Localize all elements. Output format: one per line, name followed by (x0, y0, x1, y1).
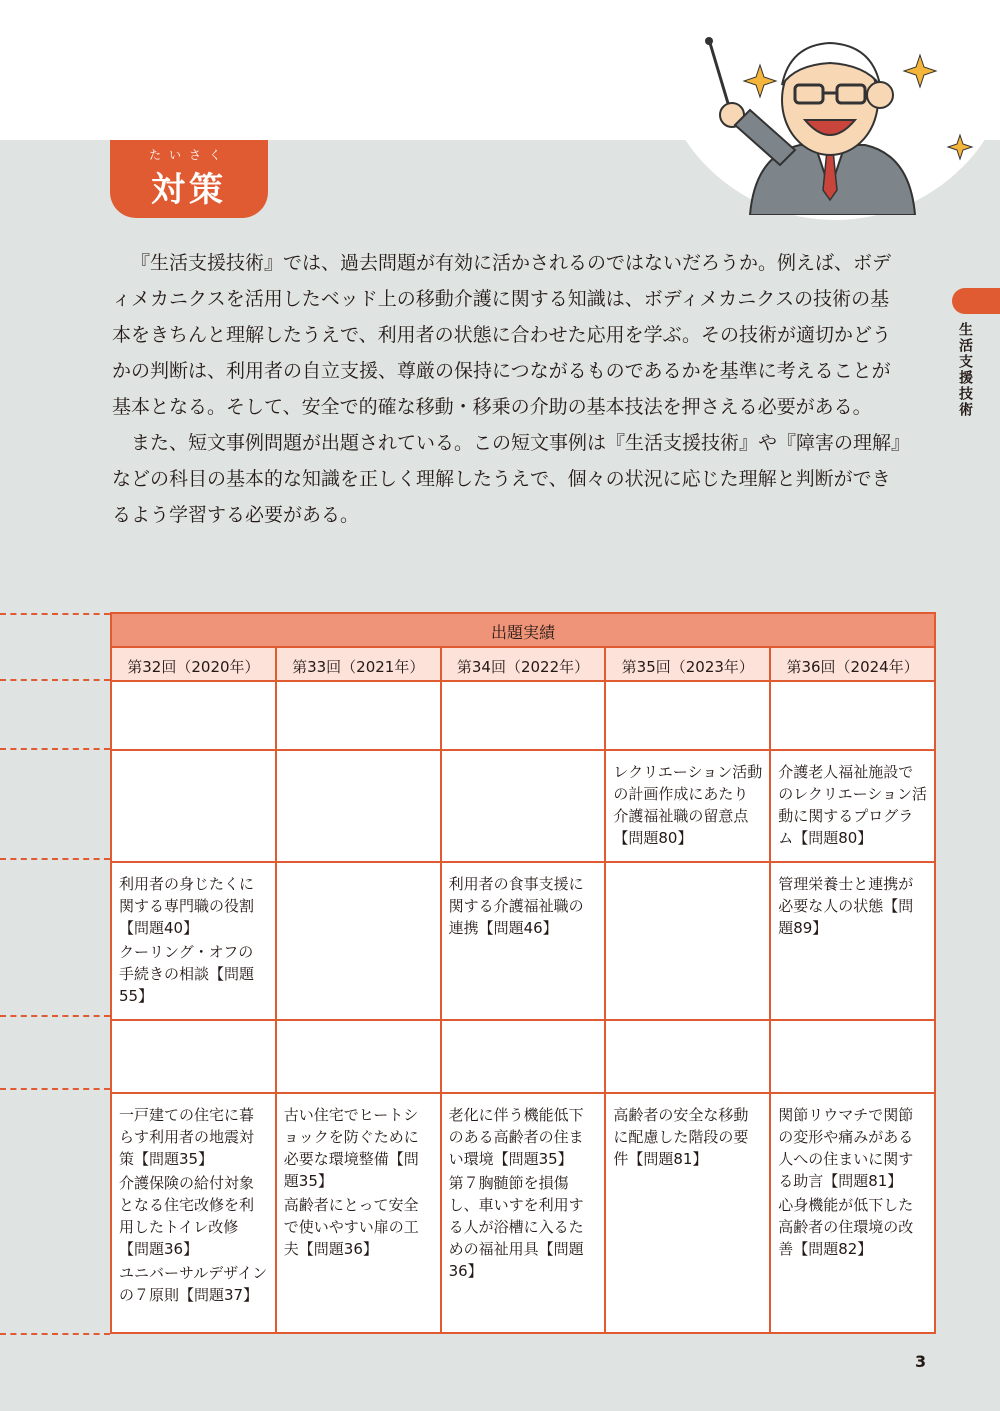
section-tab (110, 140, 268, 218)
row-divider-dash (0, 1088, 110, 1090)
question-item: 利用者の食事支援に関する介護福祉職の連携【問題46】 (448, 875, 584, 937)
question-item: 介護保険の給付対象となる住宅改修を利用したトイレ改修【問題36】 (119, 1174, 255, 1258)
exam-records-table (110, 612, 936, 1334)
question-item: 管理栄養士と連携が必要な人の状態【問題89】 (778, 875, 914, 937)
table-cell (276, 1020, 441, 1093)
year-header: 第32回（2020年） (111, 647, 276, 681)
question-item: レクリエーション活動の計画作成にあたり介護福祉職の留意点【問題80】 (613, 763, 763, 847)
question-item: 介護老人福祉施設でのレクリエーション活動に関するプログラム【問題80】 (778, 763, 927, 847)
row-divider-dash (0, 1015, 110, 1017)
section-title: 対策 (151, 170, 227, 210)
table-cell (605, 862, 770, 1020)
body-paragraph-2: また、短文事例問題が出題されている。この短文事例は『生活支援技術』や『障害の理解』などの科目の基本的な知識を正しく理解したうえで、個々の状況に応じた理解と判断ができるよう学習する必要がある。 (112, 432, 901, 526)
table-cell (770, 750, 935, 862)
table-cell (605, 750, 770, 862)
question-item: クーリング・オフの手続きの相談【問題55】 (119, 943, 255, 1005)
row-divider-dash (0, 748, 110, 750)
question-item: 高齢者の安全な移動に配慮した階段の要件【問題81】 (613, 1106, 749, 1168)
table-cell (770, 681, 935, 750)
question-item: 老化に伴う機能低下のある高齢者の住まい環境【問題35】 (448, 1106, 584, 1168)
table-cell (770, 1093, 935, 1333)
page-number: 3 (915, 1352, 927, 1371)
table-cell (441, 750, 606, 862)
question-item: 古い住宅でヒートショックを防ぐために必要な環境整備【問題35】 (283, 1106, 419, 1190)
row-divider-dash (0, 858, 110, 860)
question-item: ユニバーサルデザインの７原則【問題37】 (119, 1264, 268, 1304)
body-text (112, 245, 902, 533)
year-header: 第36回（2024年） (770, 647, 935, 681)
row-divider-dash (0, 1333, 110, 1335)
row-divider-dash (0, 613, 110, 615)
table-cell (276, 681, 441, 750)
table-cell (276, 862, 441, 1020)
table-cell (111, 862, 276, 1020)
table-cell (111, 1020, 276, 1093)
table-cell (441, 862, 606, 1020)
row-divider-dash (0, 679, 110, 681)
question-item: 第７胸髄節を損傷し、車いすを利用する人が浴槽に入るための福祉用具【問題36】 (448, 1174, 584, 1280)
table-row (111, 862, 935, 1020)
question-item: 心身機能が低下した高齢者の住環境の改善【問題82】 (778, 1196, 914, 1258)
table-row (111, 750, 935, 862)
table-cell (605, 1093, 770, 1333)
table-row (111, 681, 935, 750)
table-cell (111, 750, 276, 862)
table-cell (441, 1093, 606, 1333)
table-cell (111, 681, 276, 750)
table-cell (770, 862, 935, 1020)
table-cell (111, 1093, 276, 1333)
professor-illustration (690, 15, 990, 215)
year-header: 第33回（2021年） (276, 647, 441, 681)
question-item: 関節リウマチで関節の変形や痛みがある人への住まいに関する助言【問題81】 (778, 1106, 914, 1190)
sparkle-icon (744, 65, 776, 97)
chapter-tab-marker (952, 288, 1000, 314)
chapter-side-label: 生活支援技術 (957, 322, 973, 418)
year-header: 第35回（2023年） (605, 647, 770, 681)
body-paragraph-1: 『生活支援技術』では、過去問題が有効に活かされるのではないだろうか。例えば、ボディメカニクスを活用したベッド上の移動介護に関する知識は、ボディメカニクスの技術の基本をきちんと理解したうえで、利用者の状態に合わせた応用を学ぶ。その技術が適切かどうかの判断は、利用者の自立支援、尊厳の保持につながるものであるかを基準に考えることが基本となる。そして、安全で的確な移動・移乗の介助の基本技法を押さえる必要がある。 (112, 252, 892, 418)
table-cell (605, 1020, 770, 1093)
table-cell (276, 1093, 441, 1333)
table-cell (770, 1020, 935, 1093)
table-row (111, 1020, 935, 1093)
table-cell (605, 681, 770, 750)
table-cell (441, 681, 606, 750)
year-header: 第34回（2022年） (441, 647, 606, 681)
section-title-ruby: たいさく (148, 148, 229, 162)
sparkle-icon (904, 55, 936, 87)
table-row (111, 1093, 935, 1333)
sparkle-icon (948, 135, 972, 159)
pointer-stick (710, 43, 730, 110)
table-cell (441, 1020, 606, 1093)
question-item: 高齢者にとって安全で使いやすい扉の工夫【問題36】 (283, 1196, 419, 1258)
question-item: 一戸建ての住宅に暮らす利用者の地震対策【問題35】 (119, 1106, 255, 1168)
question-item: 利用者の身じたくに関する専門職の役割【問題40】 (119, 875, 255, 937)
table-cell (276, 750, 441, 862)
table-title: 出題実績 (111, 613, 935, 647)
